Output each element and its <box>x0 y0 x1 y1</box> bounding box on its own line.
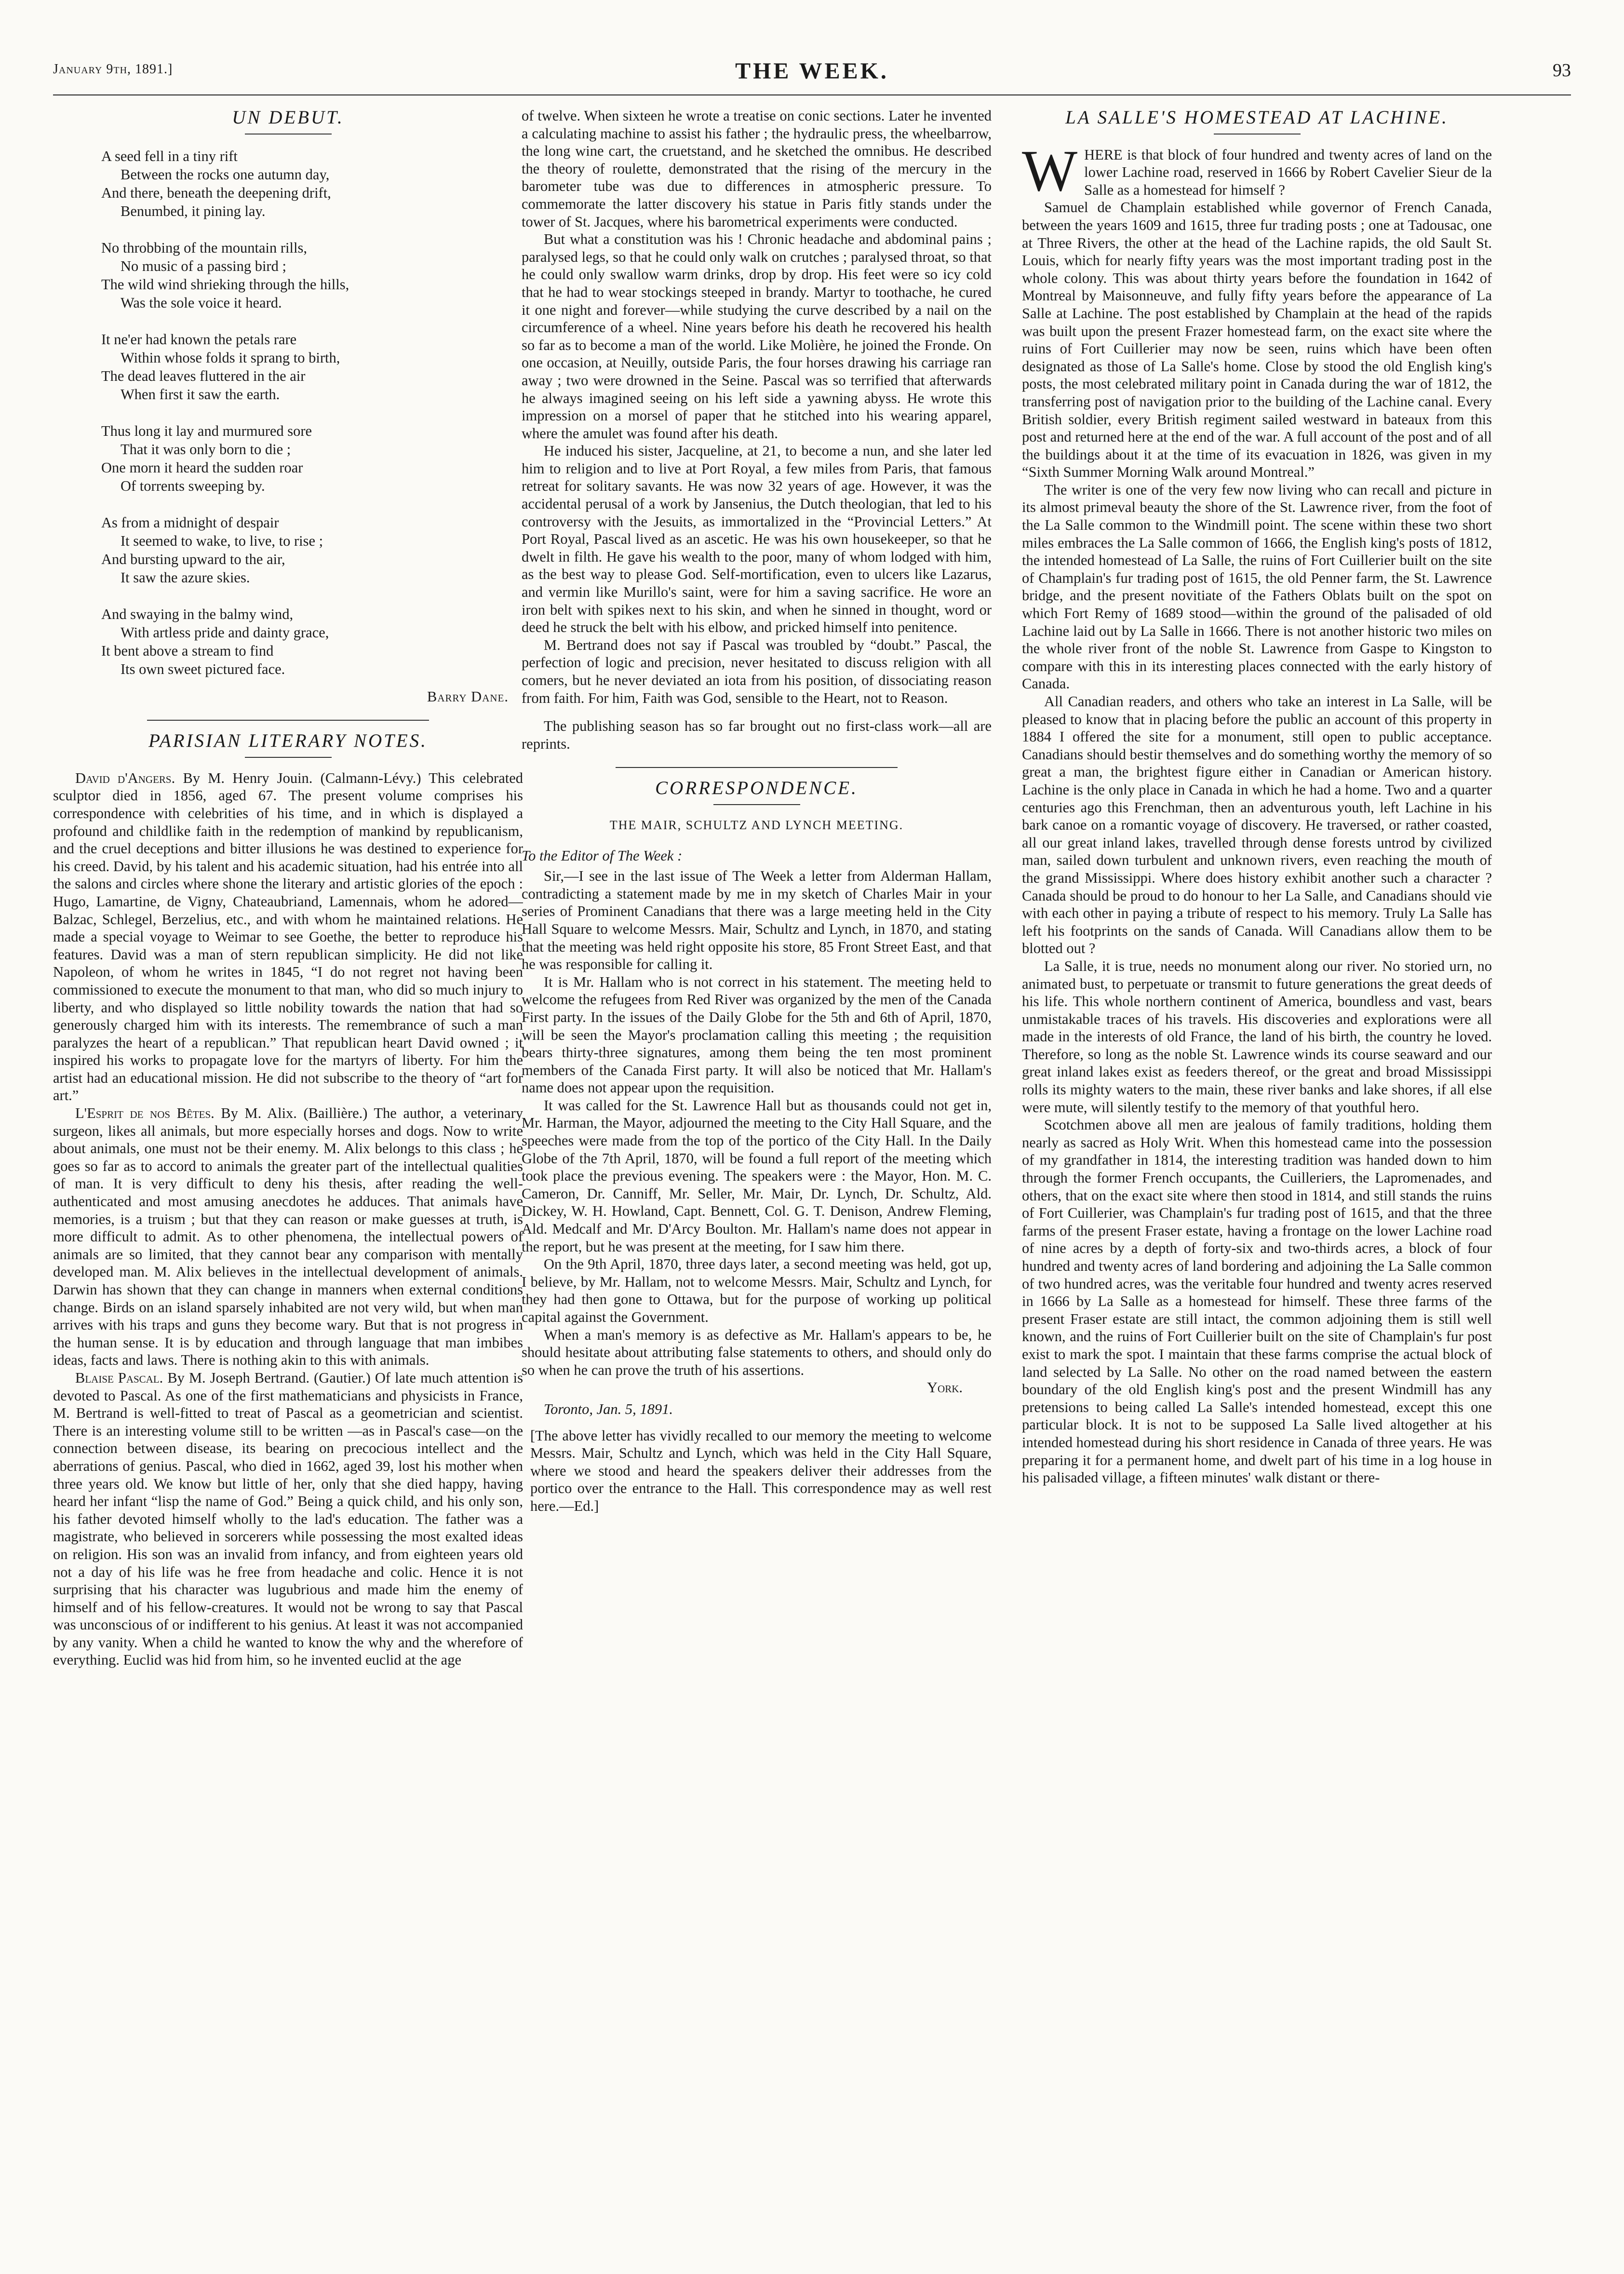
review-heading: L'Esprit de nos Bêtes. <box>75 1105 215 1122</box>
poem-line: Thus long it lay and murmured sore <box>101 422 312 439</box>
article-paragraph: La Salle, it is true, needs no monument along our river. No storied urn, no animated bust, to perpetuate or transmit to future generations the great deeds of his life. This whole northern continent of America, boundless and vast, bears unmistakable traces of his travels. His discoveries and explorations were all made in the interests of old France, the land of his birth, the country he loved. Therefore, so long as the noble St. Lawrence winds its course seaward and our great inland lakes exist as feeders thereof, or the great and broad Mississippi rolls its mighty waters to the main, these river banks and lake shores, if all else were mute, will silently testify to the memory of that youthful hero. <box>1022 957 1492 1116</box>
title-rule <box>245 757 332 758</box>
letter-dateline: Toronto, Jan. 5, 1891. <box>544 1400 673 1417</box>
poem-line: Its own sweet pictured face. <box>121 660 285 677</box>
poem-stanza <box>101 330 523 404</box>
page-header <box>53 13 1571 84</box>
letter-paragraph: On the 9th April, 1870, three days later, a second meeting was held, got up, I believe, by Mr. Hallam, not to welcome Messrs. Mair, Schultz and Lynch, for they had then gone to Ottawa, but for the purpose of working up political capital against the Government. <box>522 1256 992 1325</box>
column-middle <box>522 107 992 2250</box>
poem-line: Within whose folds it sprang to birth, <box>121 349 340 366</box>
poem-line: Benumbed, it pining lay. <box>121 202 266 219</box>
title-rule <box>245 134 332 135</box>
poem-line: A seed fell in a tiny rift <box>101 148 238 164</box>
column-right <box>1022 107 1492 2250</box>
letter-paragraph: It is Mr. Hallam who is not correct in his statement. The meeting held to welcome the refugees from Red River was organized by the men of the Canada First party. In the issues of the Daily Globe for the 5th and 6th of April, 1870, will be seen the Mayor's proclamation calling this meeting ; the requisition bears thirty-three signatures, among them being the ten most prominent members of the Canada First party. It will also be noticed that Mr. Hallam's name does not appear upon the requisition. <box>522 973 992 1096</box>
review-paragraph: Blaise Pascal. By M. Joseph Bertrand. (Gautier.) Of late much attention is devoted to Pascal. As one of the first mathematicians and physicists in France, M. Bertrand is well-fitted to treat of Pascal as a geometrician and scientist. There is an interesting volume still to be written —as in Pascal's case—on the connection between disease, its bearing on precocious intellect and the aberrations of genius. Pascal, who died in 1662, aged 39, lost his mother when three years old. We know but little of her, only that she died happy, having heard her infant “lisp the name of God.” Being a quick child, and his only son, his father devoted himself wholly to the lad's education. The father was a magistrate, who believed in sorcerers while possessing the most exalted ideas on religion. His son was an invalid from infancy, and from eighteen years old not a day of his life was he free from headache and colic. Hence it is not surprising that his character was lugubrious and made him the enemy of himself and of his fellow-creatures. It would not be wrong to say that Pascal was unconscious of or indifferent to his genius. At least it was not accompanied by any vanity. When a child he wanted to know the why and the wherefore of everything. Euclid was hid from him, so he invented euclid at the age <box>53 1369 523 1668</box>
page-number: 93 <box>1553 60 1571 81</box>
section-title-lasalle: LA SALLE'S HOMESTEAD AT LACHINE. <box>1065 107 1449 128</box>
poem-stanza <box>101 513 523 587</box>
body-paragraph: But what a constitution was his ! Chronic headache and abdominal pains ; paralysed legs, so that he could only walk on crutches ; paralysed throat, so that he could only swallow warm drinks, drop by drop. His feet were so icy cold that he had to wear stockings steeped in brandy. Martyr to toothache, he cured it one night and forever—while studying the curve described by a nail on the circumference of a wheel. Nine years before his death he recovered his health so far as to become a man of the world. Like Molière, he joined the Fronde. On one occasion, at Neuilly, outside Paris, the four horses drawing his carriage ran away ; two were drowned in the Seine. Pascal was so terrified that afterwards he always imagined seeing on his left side a yawning abyss. He wrote this impression on a morsel of paper that he stitched into his wearing apparel, where the amulet was found after his death. <box>522 231 992 442</box>
header-divider <box>53 94 1571 95</box>
body-paragraph: The publishing season has so far brought out no first-class work—all are reprints. <box>522 718 992 752</box>
section-divider <box>147 720 429 721</box>
poem-stanza <box>101 605 523 678</box>
poem-line: When first it saw the earth. <box>121 386 280 403</box>
letter-paragraph: It was called for the St. Lawrence Hall but as thousands could not get in, Mr. Harman, the Mayor, adjourned the meeting to the City Hall Square, and the speeches were made from the top of the portico of the City Hall. In the Daily Globe of the 7th April, 1870, will be found a full report of the meeting which took place the previous evening. The speakers were : the Mayor, Hon. M. C. Cameron, Dr. Canniff, Mr. Seller, Mr. Mair, Dr. Lynch, Dr. Schultz, Ald. Dickey, W. H. Howland, Capt. Bennett, Col. G. T. Denison, Andrew Fleming, Ald. Medcalf and Mr. D'Arcy Boulton. Mr. Hallam's name does not appear in the report, but he was present at the meeting, for I saw him there. <box>522 1097 992 1255</box>
editor-note: [The above letter has vividly recalled to our memory the meeting to welcome Messrs. Mair, Schultz and Lynch, which was held in the City Hall Square, where we stood and heard the speakers deliver their addresses from the portico over the entrance to the Hall. This correspondence may as well rest here.—Ed.] <box>530 1427 992 1514</box>
body-paragraph: of twelve. When sixteen he wrote a treatise on conic sections. Later he invented a calculating machine to assist his father ; the hydraulic press, the wheelbarrow, the long wine cart, the cruetstand, and he sketched the omnibus. He described the theory of roulette, demonstrated that the rising of the mercury in the barometer tube was due to differences in atmospheric pressure. To commemorate the latter discovery his statue in Paris fitly stands under the tower of St. Jacques, where his barometrical experiments were conducted. <box>522 108 992 230</box>
poem-line: With artless pride and dainty grace, <box>121 624 329 641</box>
section-title-correspondence: CORRESPONDENCE. <box>655 778 858 799</box>
masthead-title: THE WEEK. <box>735 58 889 84</box>
article-paragraph: All Canadian readers, and others who take an interest in La Salle, will be pleased to know that in placing before the public an account of this property in 1884 I offered the site for a monument, still open to public acceptance. Canadians should bestir themselves and do something worthy the memory of so great a man, the brightest figure either in Canadian or American history. Lachine is the only place in Canada in which he had a home. Two and a quarter centuries ago this Frenchman, then an adventurous youth, left Lachine in his bark canoe on a romantic voyage of discovery. He traversed, or rather coasted, all our great inland lakes, travelled through dense forests untrod by civilized man, sailed down turbulent and unknown rivers, even reaching the mouth of the grand Mississippi. Where does history exhibit another such a character ? Canada should be proud to do honour to her La Salle, and Canadians should vie with each other in paying a tribute of respect to his memory. Truly La Salle has left his footprints on the sands of Canada. Will Canadians allow them to be blotted out ? <box>1022 693 1492 957</box>
poem-line: Was the sole voice it heard. <box>121 294 282 311</box>
poem-stanza <box>101 147 523 220</box>
title-rule <box>1214 134 1301 135</box>
poem-line: It saw the azure skies. <box>121 569 250 586</box>
poem-line: And swaying in the balmy wind, <box>101 606 294 622</box>
poem-line: One morn it heard the sudden roar <box>101 459 303 476</box>
letter-signature: York. <box>927 1379 963 1396</box>
title-rule <box>713 804 800 805</box>
poem-stanza <box>101 239 523 312</box>
review-heading: David d'Angers. <box>75 769 175 786</box>
poem-line: It ne'er had known the petals rare <box>101 331 297 348</box>
article-paragraph: The writer is one of the very few now living who can recall and picture in its almost primeval beauty the shore of the St. Lawrence river, from the foot of the La Salle common to the Windmill point. The scene within these two short miles embraces the La Salle common of 1666, the English king's posts of 1812, the intended homestead of La Salle, the ruins of Fort Cuillerier built on the site of Champlain's fur trading post of 1615, the old Penner farm, the St. Lawrence bridge, and the present novitiate of the Fathers Oblats built on the spot on which Fort Remy of 1689 stood—within the ground of the palisaded of old Lachine laid out by La Salle in 1666. There is not another historic two miles on the whole river front of the noble St. Lawrence from Gaspe to Kingston to compare with this in its interesting places connected with the early history of Canada. <box>1022 481 1492 692</box>
poem-line: Of torrents sweeping by. <box>121 477 265 494</box>
article-paragraph: Scotchmen above all men are jealous of family traditions, holding them nearly as sacred as Holy Writ. When this homestead came into the possession of my grandfather in 1814, the interesting tradition was handed down to him through the former French occupants, the Cuilleriers, the Lapromenades, and others, that on the exact site where then stood in 1814, and still stands the ruins of Fort Cuillerier, was Champlain's fur trading post of 1615, and that the three farms of the present Fraser estate, having a frontage on the lower Lachine road of nine acres by a depth of forty-six and two-thirds acres, a block of four hundred and twenty acres of land bordering and adjoining the La Salle common of two hundred acres, was the veritable four hundred and twenty acres reserved in 1666 by La Salle as a homestead for himself. These three farms of the present Fraser estate are still intact, the common adjoining them is still well known, and the ruins of Fort Cuillerier built on the site of Champlain's fur post exist to mark the spot. I maintain that these farms comprise the actual block of land selected by La Salle. No other on the road named between the eastern boundary of the old English king's post and the present Windmill has any pretensions to being called La Salle's intended homestead, except this one particular block. It is not to be supposed La Salle lived altogether at his intended homestead during his short residence in Canada of three years. He was preparing it for a permanent home, and dwelt part of his time in a log house in his palisaded village, a fifteen minutes' walk distant or there- <box>1022 1117 1492 1486</box>
poem-stanza <box>101 422 523 495</box>
body-paragraph: M. Bertrand does not say if Pascal was troubled by “doubt.” Pascal, the perfection of logic and precision, never hesitated to discuss religion with all comers, but he never deviated an iota from his position, of dissociating reason from faith. For him, Faith was God, sensible to the Heart, not to Reason. <box>522 636 992 706</box>
poem-line: It seemed to wake, to live, to rise ; <box>121 532 323 549</box>
letter-paragraph: When a man's memory is as defective as Mr. Hallam's appears to be, he should hesitate about attributing false statements to others, and should only do so when he can prove the truth of his assertions. <box>522 1326 992 1378</box>
poem-line: As from a midnight of despair <box>101 514 279 531</box>
poem-line: And there, beneath the deepening drift, <box>101 184 331 201</box>
article-paragraph: WHERE is that block of four hundred and twenty acres of land on the lower Lachine road, reserved in 1666 by Robert Cavelier Sieur de la Salle as a homestead for himself ? <box>1022 138 1492 203</box>
review-heading: Blaise Pascal. <box>75 1369 163 1386</box>
poem-line: No music of a passing bird ; <box>121 257 286 274</box>
poem-title: UN DEBUT. <box>232 107 344 128</box>
column-left <box>53 107 523 2250</box>
body-paragraph: He induced his sister, Jacqueline, at 21, to become a nun, and she later led him to religion and to live at Port Royal, a few miles from Paris, that famous retreat for solitary savants. He was now 32 years of age. However, it was the accidental perusal of a work by Jansenius, the Dutch theologian, that led to his controversy with the Jesuits, as immortalized in the “Provincial Letters.” At Port Royal, Pascal lived as an ascetic. He was his own housekeeper, so that he dwelt in filth. He gave his wealth to the poor, many of whom lodged with him, as the best way to please God. Self-mortification, even to ulcers like Lazarus, and vermin like Murillo's saint, were for him a saving sacrifice. He wore an iron belt with spikes next to his skin, and when he sinned in thought, word or deed he struck the belt with his elbow, and pricked himself into penitence. <box>522 443 992 636</box>
poem-line: Between the rocks one autumn day, <box>121 166 330 183</box>
review-paragraph: L'Esprit de nos Bêtes. By M. Alix. (Baillière.) The author, a veterinary surgeon, likes all animals, but more especially horses and dogs. Now to write about animals, one must not be their enemy. M. Alix belongs to this class ; he goes so far as to accord to animals the greater part of the intellectual qualities of man. It is very difficult to deny his thesis, after reading the well-authenticated and most amusing anecdotes he adduces. That animals have memories, is a truism ; but that they can reason or make guesses at truth, is more difficult to admit. As to other phenomena, the intellectual powers of animals are so limited, that they cannot bear any comparison with mentally developed man. M. Alix believes in the intellectual development of animals. Darwin has shown that they can change in manners when external conditions change. Birds on an island sparsely inhabited are not very wild, but when man arrives with his traps and guns they become wary. But that is not progress in the human sense. It is by education and through language that man imbibes ideas, facts and laws. There is nothing akin to this with animals. <box>53 1105 523 1369</box>
poem-line: No throbbing of the mountain rills, <box>101 239 307 256</box>
issue-date: January 9th, 1891.] <box>53 62 173 77</box>
poem-line: That it was only born to die ; <box>121 441 291 457</box>
spacer <box>522 707 992 717</box>
article-paragraph: Samuel de Champlain established while governor of French Canada, between the years 1609 and 1615, three fur trading posts ; one at Tadousac, one at Three Rivers, the other at the head of the Lachine rapids, the old Sault St. Louis, which for nearly fifty years was the most important trading post in the whole colony. This was about thirty years before the foundation in 1642 of Montreal by Maisonneuve, and fully fifty years before the appearance of La Salle at Lachine. The post established by Champlain at the head of the rapids was built upon the present Frazer homestead farm, on the exact site where the ruins of Fort Cuillerier may now be seen, ruins which have been often designated as those of La Salle's home. Close by stood the old English king's posts, the most celebrated military point in Canada during the war of 1812, the transferring post of navigation prior to the building of the Lachine canal. Every British soldier, every British regiment sailed westward in bateaux from this post and returned here at the end of the war. A full account of the post and of all the buildings about it at the time of its evacuation in 1826, was given in my “Sixth Summer Morning Walk around Montreal.” <box>1022 199 1492 481</box>
poem-author: Barry Dane. <box>427 688 509 705</box>
poem-line: And bursting upward to the air, <box>101 551 285 567</box>
poem-line: The dead leaves fluttered in the air <box>101 367 306 384</box>
poem-line: The wild wind shrieking through the hills, <box>101 276 349 293</box>
letter-salutation: To the Editor of The Week : <box>522 847 683 864</box>
section-divider <box>616 767 898 768</box>
letter-paragraph: Sir,—I see in the last issue of The Week a letter from Alderman Hallam, contradicting a statement made by me in my sketch of Charles Mair in your series of Prominent Canadians that there was a large meeting held in the City Hall Square to welcome Messrs. Mair, Schultz and Lynch, in 1870, and stating that the meeting was held right opposite his store, 85 Front Street East, and that he was responsible for calling it. <box>522 868 992 973</box>
drop-cap: W <box>1022 138 1078 203</box>
section-title-parisian: PARISIAN LITERARY NOTES. <box>148 730 428 752</box>
review-paragraph: David d'Angers. By M. Henry Jouin. (Calmann-Lévy.) This celebrated sculptor died in 1856, aged 67. The present volume comprises his correspondence with celebrities of his time, and in which is displayed a profound and childlike faith in the redemption of mankind by republicanism, and the cruel deceptions and bitter illusions he was destined to experience for his creed. David, by his talent and his academic situation, had his entrée into all the salons and circles where shone the literary and artistic glories of the epoch : Hugo, Lamartine, de Vigny, Chateaubriand, Lamennais, whom he adored—Balzac, Schlegel, Berzelius, etc., and with whom he maintained relations. He made a special voyage to Weimar to see Goethe, the better to reproduce his features. David was a man of stern republican simplicity. He did not like Napoleon, of whom he writes in 1845, “I do not regret not having been commissioned to execute the monument to that man, who did so much injury to liberty, and who displayed so little nobility towards the nation that had so generously charged him with its interests. The remembrance of such a man paralyzes the heart of a republican.” That republican heart David owned ; it inspired his works to propagate love for the martyrs of liberty. For him the artist had an educational mission. He did not subscribe to the theory of “art for art.” <box>53 769 523 1104</box>
poem-line: It bent above a stream to find <box>101 642 274 659</box>
letter-subtitle: THE MAIR, SCHULTZ AND LYNCH MEETING. <box>609 818 904 832</box>
poem-un-debut <box>101 147 523 678</box>
